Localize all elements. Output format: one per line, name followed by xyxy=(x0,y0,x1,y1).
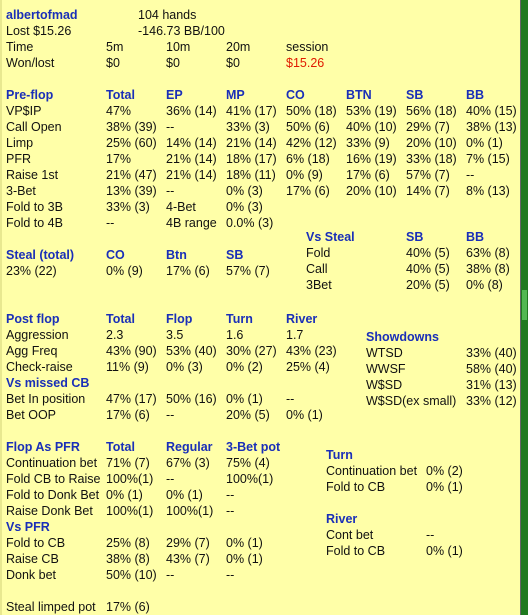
wonlost-label: Won/lost xyxy=(6,56,55,70)
preflop-col-sb: SB xyxy=(406,88,424,102)
postflop-cell: 1.6 xyxy=(226,328,244,342)
preflop-cell: 17% xyxy=(106,152,132,166)
postflop-row-label: Aggression xyxy=(6,328,69,342)
preflop-cell: 57% (7) xyxy=(406,168,450,182)
turn-row-label: Continuation bet xyxy=(326,464,418,478)
preflop-row-label: PFR xyxy=(6,152,31,166)
showdown-value: 58% (40) xyxy=(466,362,517,376)
steal-btn-value: 17% (6) xyxy=(166,264,210,278)
flop-pfr-cell: -- xyxy=(166,472,175,486)
preflop-cell: 0% (9) xyxy=(286,168,323,182)
postflop-row-label: Check-raise xyxy=(6,360,73,374)
preflop-col-co: CO xyxy=(286,88,305,102)
missed-cb-cell: -- xyxy=(166,408,175,422)
vs-pfr-cell: -- xyxy=(166,568,175,582)
missed-cb-cell: 20% (5) xyxy=(226,408,270,422)
postflop-cell: 0% (3) xyxy=(166,360,203,374)
flop-pfr-col-regular: Regular xyxy=(166,440,213,454)
showdown-value: 31% (13) xyxy=(466,378,517,392)
period-20m: 20m xyxy=(226,40,251,54)
postflop-title: Post flop xyxy=(6,312,60,326)
vs-pfr-cell: 43% (7) xyxy=(166,552,210,566)
preflop-col-bb: BB xyxy=(466,88,485,102)
preflop-col-ep: EP xyxy=(166,88,183,102)
player-name: albertofmad xyxy=(6,8,78,22)
preflop-cell: 14% (14) xyxy=(166,136,217,150)
preflop-cell: 33% (9) xyxy=(346,136,390,150)
preflop-row-label: Call Open xyxy=(6,120,62,134)
flop-pfr-row-label: Raise Donk Bet xyxy=(6,504,93,518)
preflop-cell: -- xyxy=(106,216,115,230)
preflop-cell: 20% (10) xyxy=(346,184,397,198)
preflop-cell: 17% (6) xyxy=(286,184,330,198)
vs-pfr-cell: 50% (10) xyxy=(106,568,157,582)
turn-value: 0% (1) xyxy=(426,480,463,494)
preflop-cell: 0% (3) xyxy=(226,184,263,198)
river-row-label: Fold to CB xyxy=(326,544,386,558)
steal-col-btn: Btn xyxy=(166,248,187,262)
postflop-col-turn: Turn xyxy=(226,312,253,326)
postflop-cell: 11% (9) xyxy=(106,360,149,374)
preflop-cell: 4-Bet xyxy=(166,200,196,214)
preflop-row-label: Fold to 3B xyxy=(6,200,63,214)
wonlost-20m: $0 xyxy=(226,56,240,70)
showdown-value: 33% (12) xyxy=(466,394,517,408)
showdown-row-label: W$SD(ex small) xyxy=(366,394,457,408)
wonlost-5m: $0 xyxy=(106,56,120,70)
postflop-cell: 43% (23) xyxy=(286,344,337,358)
hands-count: 104 hands xyxy=(138,8,197,22)
preflop-cell: 33% (3) xyxy=(226,120,270,134)
vs-pfr-cell: 0% (1) xyxy=(226,552,263,566)
missed-cb-cell: 17% (6) xyxy=(106,408,150,422)
postflop-cell: 1.7 xyxy=(286,328,304,342)
lost-amount: Lost $15.26 xyxy=(6,24,72,38)
postflop-cell: 3.5 xyxy=(166,328,184,342)
vs-steal-sb-cell: 40% (5) xyxy=(406,246,450,260)
wonlost-10m: $0 xyxy=(166,56,180,70)
preflop-row-label: 3-Bet xyxy=(6,184,36,198)
vs-pfr-title: Vs PFR xyxy=(6,520,50,534)
preflop-cell: 56% (18) xyxy=(406,104,457,118)
vs-steal-row-label: Fold xyxy=(306,246,331,260)
preflop-row-label: VP$IP xyxy=(6,104,42,118)
preflop-cell: 25% (60) xyxy=(106,136,157,150)
vertical-scrollbar[interactable] xyxy=(521,0,528,615)
flop-pfr-cell: 100%(1) xyxy=(106,472,154,486)
vs-pfr-cell: 0% (1) xyxy=(226,536,263,550)
preflop-cell: 50% (6) xyxy=(286,120,330,134)
time-label: Time xyxy=(6,40,34,54)
showdown-value: 33% (40) xyxy=(466,346,517,360)
postflop-col-river: River xyxy=(286,312,318,326)
preflop-cell: 18% (11) xyxy=(226,168,276,182)
bb-per-100: -146.73 BB/100 xyxy=(138,24,225,38)
preflop-cell: 53% (19) xyxy=(346,104,397,118)
river-title: River xyxy=(326,512,358,526)
preflop-cell: -- xyxy=(466,168,475,182)
flop-pfr-col-total: Total xyxy=(106,440,135,454)
preflop-cell: 7% (15) xyxy=(466,152,510,166)
missed-cb-cell: 0% (1) xyxy=(286,408,323,422)
preflop-cell: 40% (15) xyxy=(466,104,517,118)
missed-cb-cell: 50% (16) xyxy=(166,392,217,406)
vs-steal-row-label: 3Bet xyxy=(306,278,332,292)
vs-pfr-cell: 29% (7) xyxy=(166,536,210,550)
preflop-cell: 38% (39) xyxy=(106,120,157,134)
vs-pfr-cell: 38% (8) xyxy=(106,552,150,566)
preflop-cell: 47% xyxy=(106,104,132,118)
postflop-cell: 53% (40) xyxy=(166,344,217,358)
steal-co-value: 0% (9) xyxy=(106,264,143,278)
preflop-col-btn: BTN xyxy=(346,88,372,102)
preflop-cell: -- xyxy=(166,120,175,134)
missed-cb-row-label: Bet OOP xyxy=(6,408,57,422)
preflop-cell: 8% (13) xyxy=(466,184,510,198)
preflop-title: Pre-flop xyxy=(6,88,54,102)
vs-steal-col-sb: SB xyxy=(406,230,424,244)
postflop-row-label: Agg Freq xyxy=(6,344,58,358)
vs-steal-row-label: Call xyxy=(306,262,328,276)
steal-col-co: CO xyxy=(106,248,125,262)
river-value: 0% (1) xyxy=(426,544,463,558)
preflop-col-total: Total xyxy=(106,88,135,102)
flop-pfr-title: Flop As PFR xyxy=(6,440,80,454)
preflop-cell: 40% (10) xyxy=(346,120,397,134)
scrollbar-thumb[interactable] xyxy=(522,290,527,320)
preflop-cell: -- xyxy=(166,184,175,198)
turn-value: 0% (2) xyxy=(426,464,463,478)
flop-pfr-cell: 75% (4) xyxy=(226,456,270,470)
period-10m: 10m xyxy=(166,40,191,54)
preflop-cell: 14% (7) xyxy=(406,184,450,198)
flop-pfr-cell: -- xyxy=(226,488,235,502)
flop-pfr-cell: 100%(1) xyxy=(226,472,274,486)
postflop-col-flop: Flop xyxy=(166,312,193,326)
preflop-cell: 50% (18) xyxy=(286,104,337,118)
steal-sb-value: 57% (7) xyxy=(226,264,270,278)
turn-title: Turn xyxy=(326,448,353,462)
missed-cb-cell: 0% (1) xyxy=(226,392,263,406)
flop-pfr-cell: 0% (1) xyxy=(106,488,143,502)
preflop-row-label: Raise 1st xyxy=(6,168,59,182)
postflop-cell: 30% (27) xyxy=(226,344,277,358)
postflop-cell: 0% (2) xyxy=(226,360,263,374)
showdowns-title: Showdowns xyxy=(366,330,439,344)
showdown-row-label: W$SD xyxy=(366,378,403,392)
flop-pfr-row-label: Fold CB to Raise xyxy=(6,472,101,486)
postflop-col-total: Total xyxy=(106,312,135,326)
turn-row-label: Fold to CB xyxy=(326,480,386,494)
vs-pfr-cell: -- xyxy=(226,568,235,582)
showdown-row-label: WTSD xyxy=(366,346,403,360)
flop-pfr-cell: -- xyxy=(226,504,235,518)
flop-pfr-row-label: Continuation bet xyxy=(6,456,98,470)
showdown-row-label: WWSF xyxy=(366,362,406,376)
steal-limped-value: 17% (6) xyxy=(106,600,150,614)
steal-col-sb: SB xyxy=(226,248,244,262)
preflop-cell: 4B range xyxy=(166,216,217,230)
period-5m: 5m xyxy=(106,40,124,54)
vs-pfr-row-label: Fold to CB xyxy=(6,536,66,550)
flop-pfr-cell: 67% (3) xyxy=(166,456,210,470)
missed-cb-cell: 47% (17) xyxy=(106,392,157,406)
preflop-cell: 18% (17) xyxy=(226,152,277,166)
flop-pfr-row-label: Fold to Donk Bet xyxy=(6,488,100,502)
preflop-cell: 29% (7) xyxy=(406,120,450,134)
preflop-cell: 36% (14) xyxy=(166,104,217,118)
missed-cb-cell: -- xyxy=(286,392,295,406)
preflop-cell: 21% (14) xyxy=(166,152,217,166)
panel-edge xyxy=(0,0,2,615)
flop-pfr-cell: 71% (7) xyxy=(106,456,150,470)
preflop-cell: 0.0% (3) xyxy=(226,216,274,230)
vs-steal-col-bb: BB xyxy=(466,230,485,244)
vs-steal-sb-cell: 40% (5) xyxy=(406,262,450,276)
preflop-cell: 33% (18) xyxy=(406,152,457,166)
preflop-cell: 41% (17) xyxy=(226,104,277,118)
flop-pfr-cell: 100%(1) xyxy=(106,504,154,518)
flop-pfr-cell: 0% (1) xyxy=(166,488,203,502)
preflop-cell: 33% (3) xyxy=(106,200,150,214)
postflop-cell: 25% (4) xyxy=(286,360,330,374)
missed-cb-row-label: Bet In position xyxy=(6,392,86,406)
flop-pfr-col-3bet: 3-Bet pot xyxy=(226,440,281,454)
vs-pfr-row-label: Donk bet xyxy=(6,568,57,582)
preflop-cell: 42% (12) xyxy=(286,136,337,150)
vs-steal-bb-cell: 38% (8) xyxy=(466,262,510,276)
postflop-cell: 43% (90) xyxy=(106,344,157,358)
vs-steal-bb-cell: 63% (8) xyxy=(466,246,510,260)
wonlost-session: $15.26 xyxy=(286,56,325,70)
vs-steal-sb-cell: 20% (5) xyxy=(406,278,450,292)
vs-pfr-cell: 25% (8) xyxy=(106,536,150,550)
preflop-cell: 13% (39) xyxy=(106,184,157,198)
vs-missed-cb-title: Vs missed CB xyxy=(6,376,90,390)
preflop-cell: 17% (6) xyxy=(346,168,390,182)
preflop-col-mp: MP xyxy=(226,88,245,102)
preflop-row-label: Fold to 4B xyxy=(6,216,63,230)
vs-steal-title: Vs Steal xyxy=(306,230,355,244)
preflop-cell: 6% (18) xyxy=(286,152,330,166)
steal-limped-label: Steal limped pot xyxy=(6,600,96,614)
preflop-cell: 16% (19) xyxy=(346,152,397,166)
period-session: session xyxy=(286,40,329,54)
flop-pfr-cell: 100%(1) xyxy=(166,504,214,518)
preflop-cell: 21% (47) xyxy=(106,168,157,182)
river-value: -- xyxy=(426,528,435,542)
steal-title: Steal (total) xyxy=(6,248,75,262)
preflop-cell: 20% (10) xyxy=(406,136,457,150)
preflop-cell: 0% (1) xyxy=(466,136,503,150)
steal-total: 23% (22) xyxy=(6,264,57,278)
postflop-cell: 2.3 xyxy=(106,328,124,342)
preflop-cell: 38% (13) xyxy=(466,120,517,134)
vs-steal-bb-cell: 0% (8) xyxy=(466,278,503,292)
preflop-cell: 0% (3) xyxy=(226,200,263,214)
preflop-cell: 21% (14) xyxy=(226,136,277,150)
preflop-cell: 21% (14) xyxy=(166,168,217,182)
river-row-label: Cont bet xyxy=(326,528,374,542)
preflop-row-label: Limp xyxy=(6,136,34,150)
vs-pfr-row-label: Raise CB xyxy=(6,552,59,566)
